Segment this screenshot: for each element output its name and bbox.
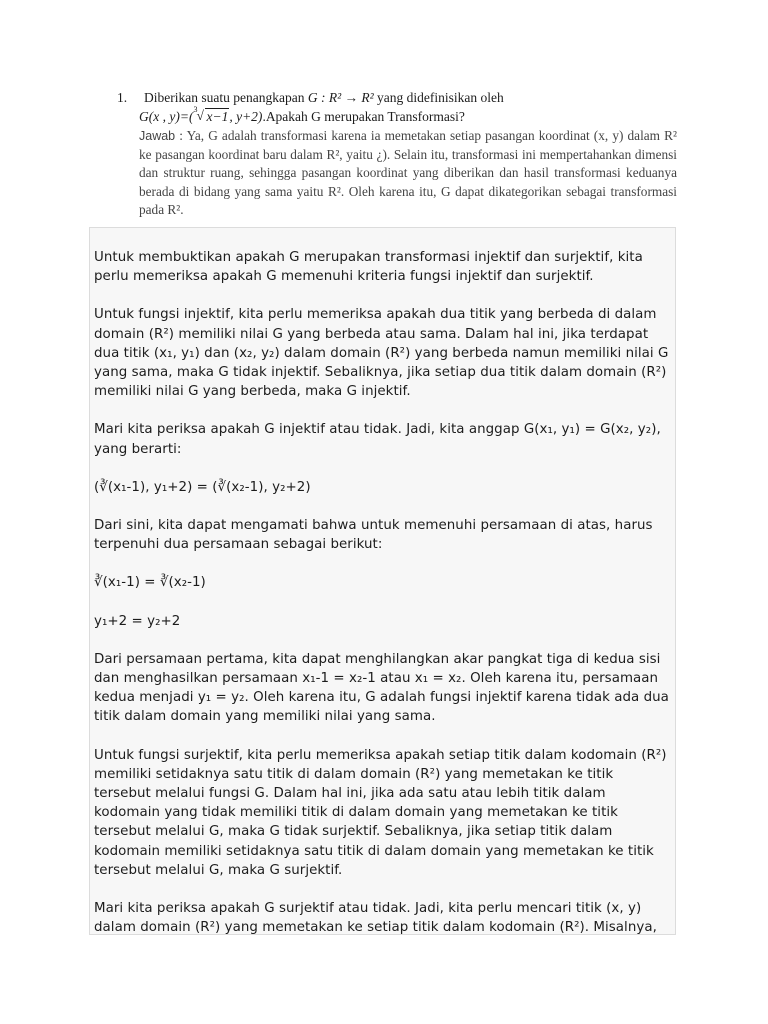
question-text: Diberikan suatu penangkapan <box>144 90 308 105</box>
root-index: 3 <box>193 105 198 114</box>
cube-root <box>193 107 229 126</box>
explanation-content <box>90 228 675 935</box>
equation: ∛(x₁-1) = ∛(x₂-1) <box>94 575 206 591</box>
function-lhs: G(x , y)=( <box>139 109 194 124</box>
equation: (∛(x₁-1), y₁+2) = (∛(x₂-1), y₂+2) <box>94 479 311 495</box>
question-block <box>117 88 677 220</box>
paragraph: Dari sini, kita dapat mengamati bahwa untuk memenuhi persamaan di atas, harus terpenuhi dua persamaan sebagai berikut: <box>94 518 653 553</box>
mapping-notation: G : R² → R² <box>307 90 374 105</box>
radical-sign: √ <box>196 108 204 123</box>
answer-label: Jawab <box>139 129 176 143</box>
paragraph: Untuk fungsi injektif, kita perlu memeriksa apakah dua titik yang berbeda di dalam domain (R²) memiliki nilai G yang berbeda atau sama. Dalam hal ini, jika terdapat dua titik (x₁, y₁) dan (x₂, y₂) dalam domain (R²) yang berbeda namun memiliki nilai G yang sama, maka G tidak injektif. Sebaliknya, jika setiap dua titik dalam domain (R²) memiliki nilai G yang berbeda, maka G injektif. <box>94 307 669 400</box>
question-line-1 <box>117 88 677 107</box>
paragraph: Untuk fungsi surjektif, kita perlu memeriksa apakah setiap titik dalam kodomain (R²) memiliki setidaknya satu titik di dalam domain (R²) yang memetakan ke titik tersebut melalui fungsi G. Dalam hal ini, jika ada satu atau lebih titik dalam kodomain yang tidak memiliki titik di dalam domain yang memetakan ke titik tersebut melalui G, maka G tidak surjektif. Sebaliknya, jika setiap titik dalam kodomain memiliki setidaknya satu titik di dalam domain yang memetakan ke titik tersebut melalui G, maka G surjektif. <box>94 747 667 878</box>
question-number: 1. <box>117 90 128 105</box>
paragraph: Dari persamaan pertama, kita dapat menghilangkan akar pangkat tiga di kedua sisi dan menghasilkan persamaan x₁-1 = x₂-1 atau x₁ = x₂. Oleh karena itu, persamaan kedua menjadi y₁ = y₂. Oleh karena itu, G adalah fungsi injektif karena tidak ada dua titik dalam domain yang memiliki nilai yang sama. <box>94 651 669 725</box>
answer-paragraph <box>139 127 677 220</box>
paragraph: Mari kita periksa apakah G injektif atau tidak. Jadi, kita anggap G(x₁, y₁) = G(x₂, y₂), yang berarti: <box>94 422 661 457</box>
question-text-tail: yang didefinisikan oleh <box>373 90 504 105</box>
function-definition <box>139 107 677 126</box>
explanation-panel <box>89 227 676 935</box>
paragraph: Untuk membuktikan apakah G merupakan transformasi injektif dan surjektif, kita perlu memeriksa apakah G memenuhi kriteria fungsi injektif dan surjektif. <box>94 250 643 285</box>
paragraph: Mari kita periksa apakah G surjektif atau tidak. Jadi, kita perlu mencari titik (x, y) dalam domain (R²) yang memetakan ke setiap titik dalam kodomain (R²). Misalnya, <box>94 901 657 935</box>
function-rhs: , y+2) <box>229 109 263 124</box>
root-radicand: x−1 <box>206 109 229 124</box>
equation: y₁+2 = y₂+2 <box>94 613 181 629</box>
answer-text: : Ya, G adalah transformasi karena ia memetakan setiap pasangan koordinat (x, y) dalam R² ke pasangan koordinat baru dalam R², yaitu ¿). Selain itu, transformasi ini mempertahankan dimensi dan struktur ruang, sehingga pasangan koordinat yang diberikan dan hasil transformasi keduanya berada di bidang yang sama yaitu R². Oleh karena itu, G dapat dikategorikan sebagai transformasi pada R². <box>139 128 677 218</box>
question-prompt: .Apakah G merupakan Transformasi? <box>262 109 465 124</box>
